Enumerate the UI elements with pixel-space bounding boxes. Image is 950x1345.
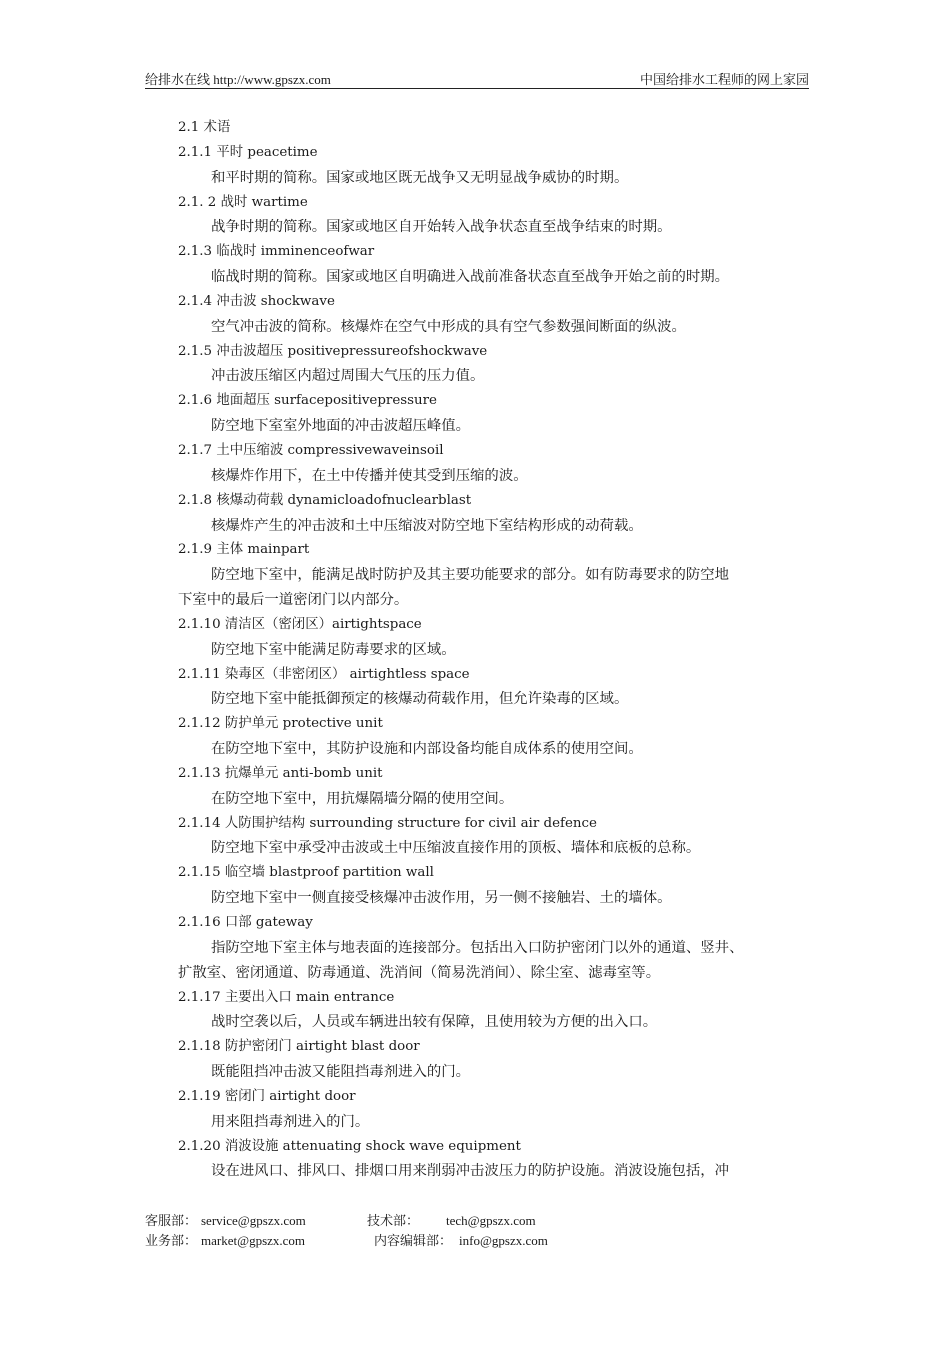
definition-line: 防空地下室中承受冲击波或土中压缩波直接作用的顶板、墙体和底板的总称。 xyxy=(211,840,701,857)
definition-line: 战争时期的简称。国家或地区自开始转入战争状态直至战争结束的时期。 xyxy=(211,219,672,236)
term-heading: 2.1.19 密闭门 airtight door xyxy=(178,1088,356,1104)
term-heading: 2.1.5 冲击波超压 positivepressureofshockwave xyxy=(178,343,488,359)
definition-line: 在防空地下室中，其防护设施和内部设备均能自成体系的使用空间。 xyxy=(211,741,643,758)
term-heading: 2.1.10 清洁区（密闭区）airtightspace xyxy=(178,616,422,632)
term-heading: 2.1.13 抗爆单元 anti-bomb unit xyxy=(178,765,383,781)
footer-row-2 xyxy=(145,1231,645,1251)
definition-line: 战时空袭以后，人员或车辆进出较有保障，且使用较为方便的出入口。 xyxy=(211,1014,658,1031)
footer-market-email[interactable]: market@gpszx.com xyxy=(201,1233,306,1248)
definition-line: 核爆炸产生的冲击波和土中压缩波对防空地下室结构形成的动荷载。 xyxy=(211,517,643,534)
definition-line: 冲击波压缩区内超过周围大气压的压力值。 xyxy=(211,368,485,385)
definition-line: 和平时期的简称。国家或地区既无战争又无明显战争威协的时期。 xyxy=(211,169,629,186)
definition-line: 设在进风口、排风口、排烟口用来削弱冲击波压力的防护设施。消波设施包括，冲 xyxy=(211,1163,730,1180)
term-heading: 2.1.11 染毒区（非密闭区） airtightless space xyxy=(178,666,470,682)
footer-edit-label: 内容编辑部： xyxy=(374,1233,453,1248)
page-header xyxy=(145,66,809,89)
definition-line: 临战时期的简称。国家或地区自明确进入战前准备状态直至战争开始之前的时期。 xyxy=(211,269,730,286)
term-heading: 2.1.14 人防围护结构 surrounding structure for civil air defence xyxy=(178,815,597,831)
definition-line: 防空地下室中能抵御预定的核爆动荷载作用，但允许染毒的区域。 xyxy=(211,691,629,708)
term-heading: 2.1.18 防护密闭门 airtight blast door xyxy=(178,1039,420,1055)
page-footer xyxy=(145,1211,645,1251)
footer-tech-label: 技术部： xyxy=(367,1213,420,1228)
definition-line: 既能阻挡冲击波又能阻挡毒剂进入的门。 xyxy=(211,1064,471,1081)
term-heading: 2.1 术语 xyxy=(178,120,231,135)
definition-line: 在防空地下室中，用抗爆隔墙分隔的使用空间。 xyxy=(211,790,514,807)
definition-line: 扩散室、密闭通道、防毒通道、洗消间（简易洗消间）、除尘室、滤毒室等。 xyxy=(178,964,661,981)
term-heading: 2.1.4 冲击波 shockwave xyxy=(178,293,335,309)
footer-service-email[interactable]: service@gpszx.com xyxy=(201,1213,306,1228)
footer-edit-email[interactable]: info@gpszx.com xyxy=(459,1233,548,1248)
definition-line: 用来阻挡毒剂进入的门。 xyxy=(211,1113,370,1130)
definition-line: 防空地下室中，能满足战时防护及其主要功能要求的部分。如有防毒要求的防空地 xyxy=(211,567,730,584)
footer-tech-email[interactable]: tech@gpszx.com xyxy=(446,1213,536,1228)
term-heading: 2.1.3 临战时 imminenceofwar xyxy=(178,244,375,260)
definition-line: 下室中的最后一道密闭门以内部分。 xyxy=(178,592,409,609)
header-slogan: 中国给排水工程师的网上家园 xyxy=(639,72,809,87)
term-heading: 2.1.20 消波设施 attenuating shock wave equipment xyxy=(178,1138,521,1154)
footer-row-1 xyxy=(145,1211,645,1231)
definition-line: 核爆炸作用下，在土中传播并使其受到压缩的波。 xyxy=(211,467,528,484)
term-heading: 2.1.12 防护单元 protective unit xyxy=(178,716,383,732)
footer-service-label: 客服部： xyxy=(145,1213,198,1228)
definition-line: 防空地下室中一侧直接受核爆冲击波作用，另一侧不接触岩、土的墙体。 xyxy=(211,890,672,907)
term-heading: 2.1.15 临空墙 blastproof partition wall xyxy=(178,865,434,881)
term-heading: 2.1. 2 战时 wartime xyxy=(178,194,308,210)
footer-market-label: 业务部： xyxy=(145,1233,198,1248)
term-heading: 2.1.17 主要出入口 main entrance xyxy=(178,989,395,1005)
term-heading: 2.1.9 主体 mainpart xyxy=(178,542,310,558)
header-site-name: 给排水在线 http://www.gpszx.com xyxy=(145,72,331,87)
term-heading: 2.1.16 口部 gateway xyxy=(178,915,313,930)
term-heading: 2.1.8 核爆动荷载 dynamicloadofnuclearblast xyxy=(178,492,472,508)
document-body xyxy=(178,116,810,1184)
term-heading: 2.1.1 平时 peacetime xyxy=(178,144,318,160)
definition-line: 防空地下室中能满足防毒要求的区域。 xyxy=(211,641,456,658)
definition-line: 空气冲击波的简称。核爆炸在空气中形成的具有空气参数强间断面的纵波。 xyxy=(211,318,686,335)
term-heading: 2.1.7 土中压缩波 compressivewaveinsoil xyxy=(178,442,444,458)
term-heading: 2.1.6 地面超压 surfacepositivepressure xyxy=(178,393,437,409)
definition-line: 指防空地下室主体与地表面的连接部分。包括出入口防护密闭门以外的通道、竖井、 xyxy=(211,939,744,956)
definition-line: 防空地下室室外地面的冲击波超压峰值。 xyxy=(211,418,471,435)
